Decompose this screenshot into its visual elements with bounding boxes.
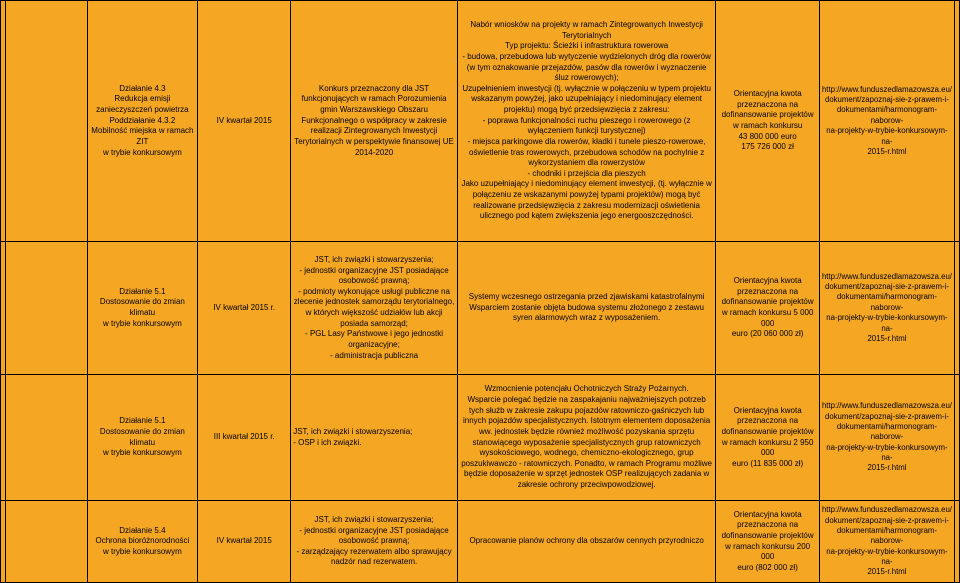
- table-row: [1, 375, 960, 501]
- date-cell: III kwartał 2015 r.: [198, 375, 291, 501]
- scope-cell: Nabór wniosków na projekty w ramach Zintegrowanych Inwestycji Terytorialnych Typ projektu: Ścieżki i infrastruktura rowerowa - budowa, przebudowa lub wytyczenie wydzielonych dróg dla rowerów (w tym oznakowanie przejazdów, pasów dla rowerów i wyznaczenie śluz rowerowych); Uzupełnieniem inwestycji (tj. wyłącznie w połączeniu w typem projektu wskazanym powyżej, jako uzupełniający i niedominujący element projektu) mogą być przedsięwzięcia z zakresu: - poprawa funkcjonalności ruchu pieszego i rowerowego (z wyłączeniem funkcji turystycznej) - miejsca parkingowe dla rowerów, kładki i tunele pieszo-rowerowe, oświetlenie tras rowerowych, przebudowa schodów na pochylnie z wykorzystaniem dla rowerzystów - chodniki i przejścia dla pieszych Jako uzupełniający i niedominujący element inwestycji, (tj. wyłącznie w połączeniu ze wskazanymi powyżej typami projektów) mogą być realizowane przedsięwzięcia z zakresu modernizacji oświetlenia ulicznego pod kątem zwiększenia jego energooszczędności.: [457, 1, 715, 242]
- table-row: [1, 242, 960, 375]
- action-cell: Działanie 4.3 Redukcja emisji zanieczyszczeń powietrza Poddziałanie 4.3.2 Mobilność miejska w ramach ZIT w trybie konkursowym: [87, 1, 198, 242]
- scope-cell: Wzmocnienie potencjału Ochotniczych Straży Pożarnych. Wsparcie polegać będzie na zaspakajaniu najważniejszych potrzeb tych służb w zakresie zakupu pojazdów ratowniczo-gaśniczych lub innych pojazdów specjalistycznych. Istotnym elementem doposażenia ww. jednostek będzie również możliwość pozyskania sprzętu stanowiącego wyposażenie specjalistycznych grup ratowniczych wysokościowego, wodnego, chemiczno-ekologicznego, grup poszukiwawczo - ratowniczych. Ponadto, w ramach Programu możliwe będzie doposażenie w sprzęt jednostek OSP realizujących zadania w zakresie ochrony przeciwpowodziowej.: [457, 375, 715, 501]
- beneficiaries-cell: JST, ich związki i stowarzyszenia; - jednostki organizacyjne JST posiadające osobowość prawną; - podmioty wykonujące usługi publiczne na zlecenie jednostek samorządu terytorialnego, w których większość udziałów lub akcji posiada samorząd; - PGL Lasy Państwowe i jego jednostki organizacyjne; - administracja publiczna: [291, 242, 458, 375]
- row-margin-right: [954, 242, 959, 375]
- action-cell: Działanie 5.4 Ochrona bioróżnorodności w trybie konkursowym: [87, 501, 198, 583]
- row-margin-right: [954, 375, 959, 501]
- url-cell[interactable]: http://www.funduszedlamazowsza.eu/ dokument/zapoznaj-sie-z-prawem-i- dokumentami/harmonogram-naborow- na-projekty-w-trybie-konkursowym-na- 2015-r.html: [819, 242, 954, 375]
- date-cell: IV kwartał 2015 r.: [198, 242, 291, 375]
- row-margin-right: [954, 1, 959, 242]
- url-cell[interactable]: http://www.funduszedlamazowsza.eu/ dokument/zapoznaj-sie-z-prawem-i- dokumentami/harmonogram-naborow- na-projekty-w-trybie-konkursowym-na- 2015-r.html: [819, 501, 954, 583]
- amount-cell: Orientacyjna kwota przeznaczona na dofinansowanie projektów w ramach konkursu 200 000 euro (802 000 zł): [716, 501, 820, 583]
- date-cell: IV kwartał 2015: [198, 501, 291, 583]
- amount-cell: Orientacyjna kwota przeznaczona na dofinansowanie projektów w ramach konkursu 43 800 000 euro 175 726 000 zł: [716, 1, 820, 242]
- action-cell: Działanie 5.1 Dostosowanie do zmian klimatu w trybie konkursowym: [87, 375, 198, 501]
- empty-cell: [6, 375, 88, 501]
- url-cell[interactable]: http://www.funduszedlamazowsza.eu/ dokument/zapoznaj-sie-z-prawem-i- dokumentami/harmonogram-naborow- na-projekty-w-trybie-konkursowym-na- 2015-r.html: [819, 375, 954, 501]
- amount-cell: Orientacyjna kwota przeznaczona na dofinansowanie projektów w ramach konkursu 5 000 000 euro (20 060 000 zł): [716, 242, 820, 375]
- empty-cell: [6, 501, 88, 583]
- scope-cell: Opracowanie planów ochrony dla obszarów cennych przyrodniczo: [457, 501, 715, 583]
- table-row: [1, 1, 960, 242]
- url-cell[interactable]: http://www.funduszedlamazowsza.eu/ dokument/zapoznaj-sie-z-prawem-i- dokumentami/harmonogram-naborow- na-projekty-w-trybie-konkursowym-na- 2015-r.html: [819, 1, 954, 242]
- amount-cell: Orientacyjna kwota przeznaczona na dofinansowanie projektów w ramach konkursu 2 950 000 euro (11 835 000 zł): [716, 375, 820, 501]
- beneficiaries-cell: JST, ich związki i stowarzyszenia; - jednostki organizacyjne JST posiadające osobowość prawną; - zarządzający rezerwatem albo sprawujący nadzór nad rezerwatem.: [291, 501, 458, 583]
- empty-cell: [6, 1, 88, 242]
- beneficiaries-cell: JST, ich związki i stowarzyszenia; - OSP i ich związki.: [291, 375, 458, 501]
- row-margin-right: [954, 501, 959, 583]
- date-cell: IV kwartał 2015: [198, 1, 291, 242]
- empty-cell: [6, 242, 88, 375]
- scope-cell: Systemy wczesnego ostrzegania przed zjawiskami katastrofalnymi Wsparciem zostanie objęta budowa systemu złożonego z zestawu syren alarmowych wraz z wyposażeniem.: [457, 242, 715, 375]
- beneficiaries-cell: Konkurs przeznaczony dla JST funkcjonujących w ramach Porozumienia gmin Warszawskiego Obszaru Funkcjonalnego o współpracy w zakresie realizacji Zintegrowanych Inwestycji Terytorialnych w perspektywie finansowej UE 2014-2020: [291, 1, 458, 242]
- table-row: [1, 501, 960, 583]
- action-cell: Działanie 5.1 Dostosowanie do zmian klimatu w trybie konkursowym: [87, 242, 198, 375]
